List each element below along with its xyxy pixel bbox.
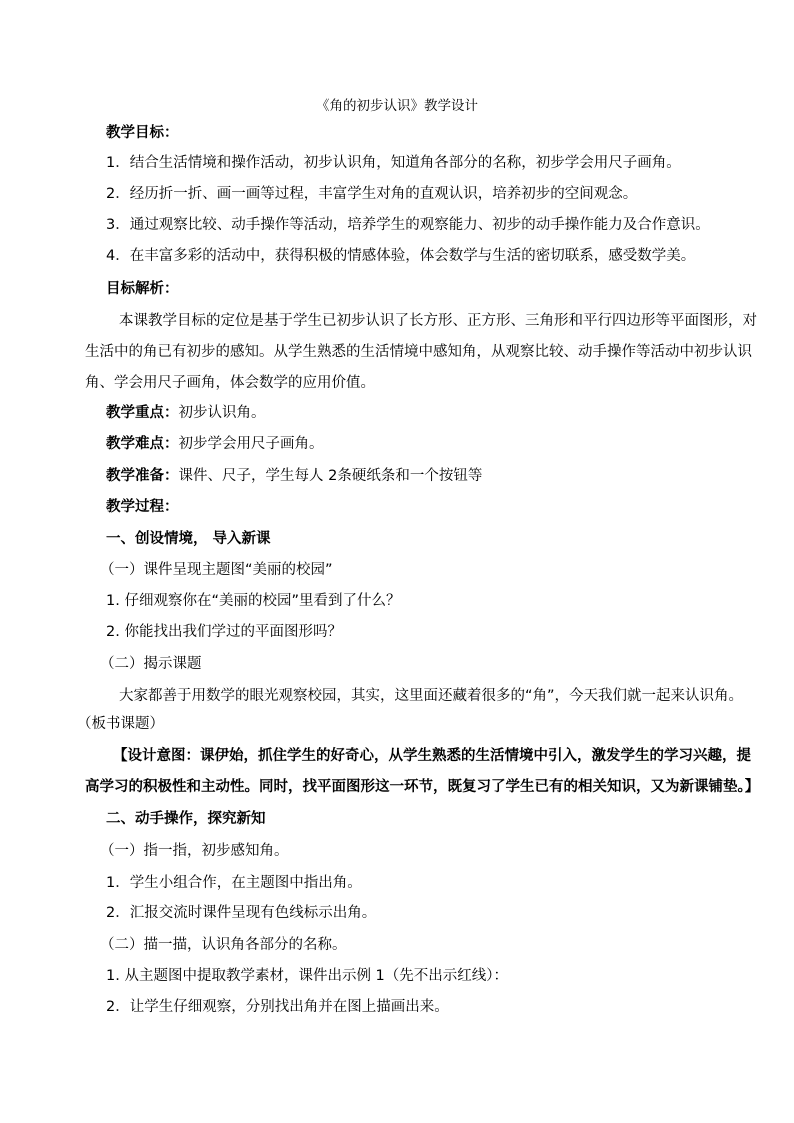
design-intent-line-1: 【设计意图：课伊始，抓住学生的好奇心，从学生熟悉的生活情境中引入，激发学生的学习兴趣，提	[113, 748, 751, 764]
part1-sub1: （一）课件呈现主题图“美丽的校园”	[100, 562, 333, 578]
part2-sub2: （二）描一描，认识角各部分的名称。	[100, 937, 347, 953]
part2-sub2-item-2: 2．让学生仔细观察，分别找出角并在图上描画出来。	[106, 999, 449, 1015]
preparation-line	[106, 466, 482, 486]
part1-question-2: 2. 你能找出我们学过的平面图形吗？	[106, 624, 342, 640]
objective-item-4: 4．在丰富多彩的活动中，获得积极的情感体验，体会数学与生活的密切联系，感受数学美。	[106, 248, 696, 264]
objective-item-2: 2．经历折一折、画一画等过程，丰富学生对角的直观认识，培养初步的空间观念。	[106, 186, 638, 202]
objective-item-3: 3．通过观察比较、动手操作等活动，培养学生的观察能力、初步的动手操作能力及合作意识。	[106, 217, 710, 233]
part1-paragraph-line-2: （板书课题）	[77, 716, 164, 732]
preparation-label: 教学准备：	[106, 468, 179, 484]
part1-sub2: （二）揭示课题	[100, 656, 202, 672]
key-point-line	[106, 403, 266, 423]
process-heading: 教学过程：	[106, 499, 179, 515]
document-title: 《角的初步认识》教学设计	[316, 98, 478, 114]
analysis-paragraph-line-3: 角、学会用尺子画角，体会数学的应用价值。	[85, 375, 375, 391]
difficulty-line	[106, 434, 324, 454]
part1-heading: 一、创设情境， 导入新课	[106, 531, 271, 547]
analysis-heading: 目标解析：	[106, 281, 179, 297]
objectives-heading: 教学目标：	[106, 125, 179, 141]
part2-sub1-item-1: 1．学生小组合作，在主题图中指出角。	[106, 875, 362, 891]
difficulty-label: 教学难点：	[106, 436, 179, 452]
preparation-text: 课件、尺子，学生每人 2条硬纸条和一个按钮等	[178, 468, 483, 484]
objective-item-1: 1．结合生活情境和操作活动，初步认识角，知道角各部分的名称，初步学会用尺子画角。	[106, 155, 681, 171]
analysis-paragraph-line-2: 生活中的角已有初步的感知。从学生熟悉的生活情境中感知角，从观察比较、动手操作等活动中初步认识	[85, 344, 752, 360]
key-point-label: 教学重点：	[106, 405, 179, 421]
part1-paragraph-line-1: 大家都善于用数学的眼光观察校园，其实，这里面还藏着很多的“角”，今天我们就一起来认识角。	[119, 688, 744, 704]
design-intent-line-2: 高学习的积极性和主动性。同时，找平面图形这一环节，既复习了学生已有的相关知识，又为新课铺垫。】	[85, 779, 760, 795]
part2-heading: 二、动手操作，探究新知	[106, 811, 266, 827]
part2-sub1-item-2: 2．汇报交流时课件呈现有色线标示出角。	[106, 905, 377, 921]
analysis-paragraph-line-1: 本课教学目标的定位是基于学生已初步认识了长方形、正方形、三角形和平行四边形等平面图形，对	[119, 313, 757, 329]
part2-sub2-item-1: 1. 从主题图中提取教学素材，课件出示例 1（先不出示红线）：	[106, 968, 509, 984]
part2-sub1: （一）指一指，初步感知角。	[100, 843, 289, 859]
part1-question-1: 1. 仔细观察你在“美丽的校园”里看到了什么？	[106, 593, 401, 609]
key-point-text: 初步认识角。	[178, 405, 266, 421]
difficulty-text: 初步学会用尺子画角。	[178, 436, 324, 452]
